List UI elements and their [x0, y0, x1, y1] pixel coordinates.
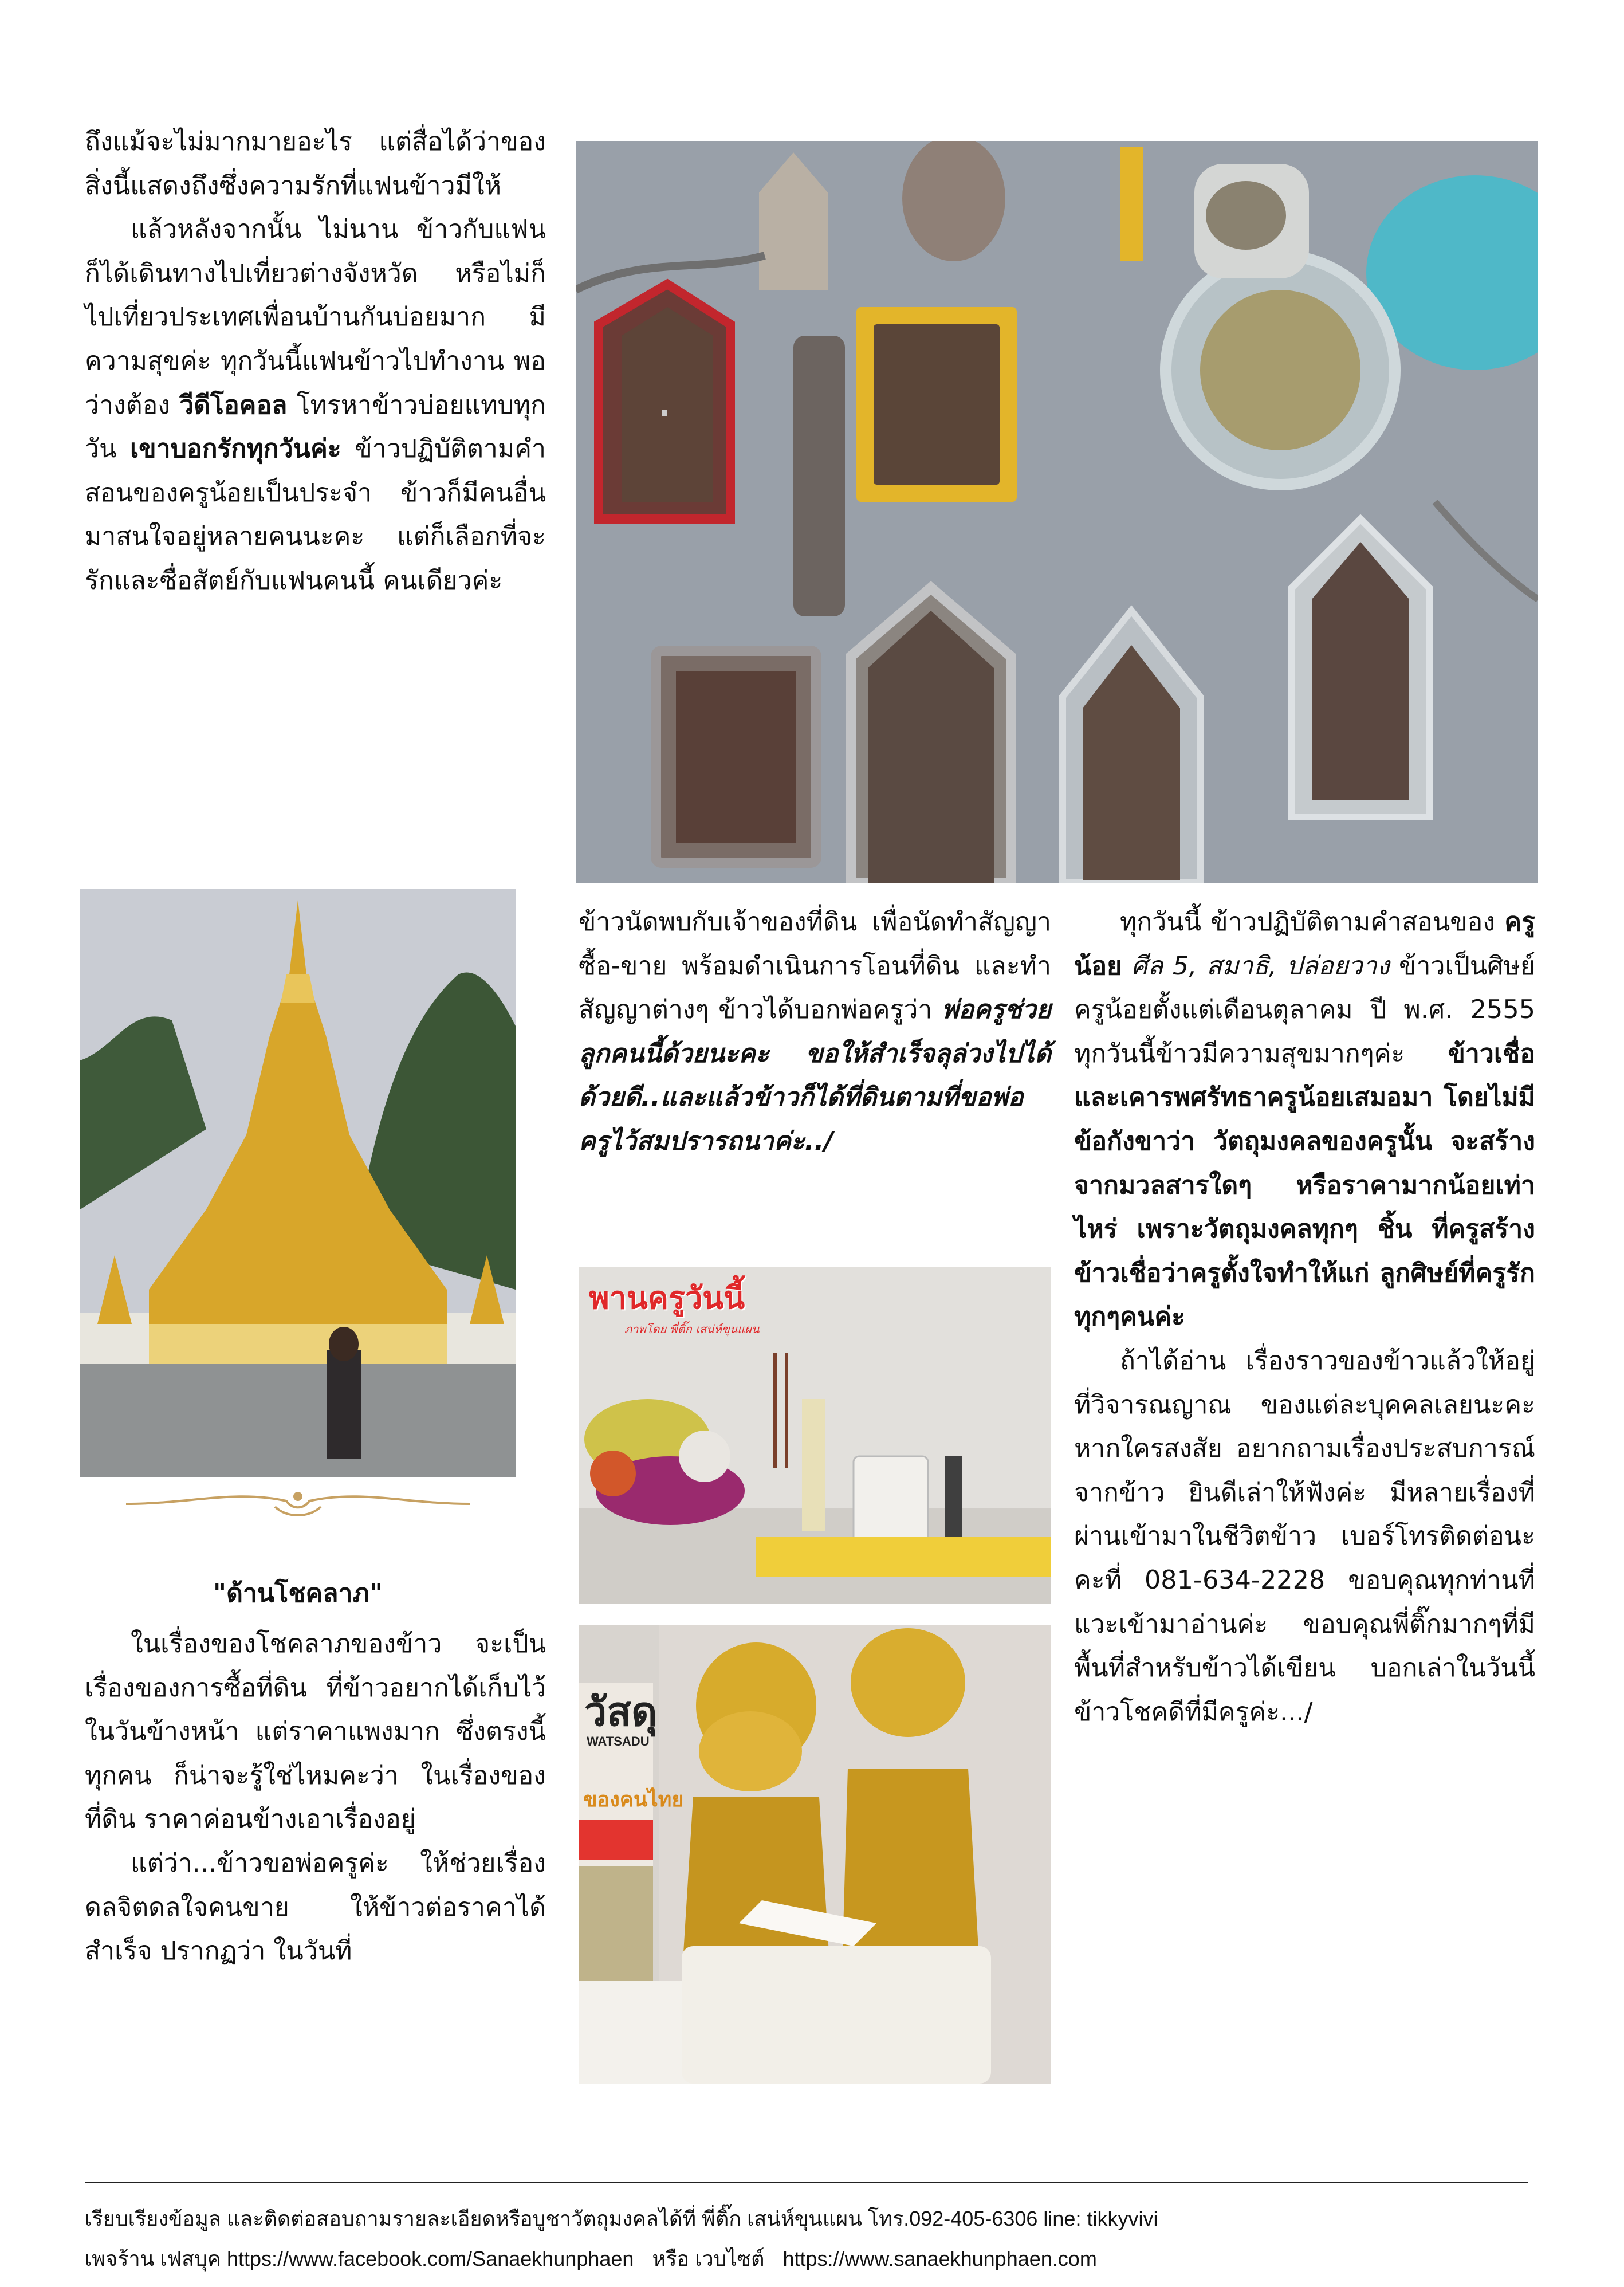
- column2-text: [579, 901, 1051, 1164]
- paragraph-land: ในเรื่องของโชคลาภของข้าว จะเป็นเรื่องของการซื้อที่ดิน ที่ข้าวอยากได้เก็บไว้ในวันข้างหน้า แต่ราคาแพงมาก ซึ่งตรงนี้ทุกคน ก็น่าจะรู้ใช่ไหมคะว่า ในเรื่องของที่ดิน ราคาค่อนข้างเอาเรื่องอยู่: [85, 1629, 546, 1834]
- text-run-bold: ครูน้อย: [1074, 907, 1535, 981]
- column1-top-text: [85, 120, 546, 603]
- footer-divider: [85, 2182, 1528, 2183]
- footer-links-line: [85, 2242, 1110, 2275]
- column1-bottom-text: [85, 1622, 546, 1974]
- website-link[interactable]: https://www.sanaekhunphaen.com: [782, 2247, 1097, 2270]
- text-run-bold: วีดีโอคอล: [179, 390, 288, 420]
- text-run: ทุกวันนี้ ข้าวปฏิบัติตามคำสอนของ: [1120, 907, 1505, 937]
- bag-label-en: WATSADU: [587, 1734, 650, 1748]
- text-run: แล้วหลังจากนั้น ไม่นาน ข้าวกับแฟนก็ได้เดินทางไปเที่ยวต่างจังหวัด หรือไม่ก็ไปเที่ยวประเทศเพื่อนบ้านกันบ่อยมาก มีความสุขค่ะ ทุกวันนี้แฟนข้าวไปทำงาน พอว่างต้อง: [85, 215, 546, 420]
- bag-label-thai: ของคนไทย: [583, 1788, 684, 1811]
- text-run-bold-italic: พ่อครูช่วยลูกคนนี้ด้วยนะคะ ขอให้สำเร็จลุล่วงไปได้ด้วยดี..และแล้วข้าวก็ได้ที่ดินตามที่ขอพ่อครูไว้สมปรารถนาค่ะ../: [579, 995, 1051, 1156]
- text-run: โทรหาข้าวบ่อยแทบทุกวัน: [85, 390, 546, 464]
- text-run: ข้าวปฏิบัติตามคำสอนของครูน้อยเป็นประจำ ข้าวก็มีคนอื่นมาสนใจอยู่หลายคนนะคะ แต่ก็เลือกที่จะรักและซื่อสัตย์กับแฟนคนนี้ คนเดียวค่ะ: [85, 434, 546, 595]
- paragraph-contract: [579, 901, 1051, 1164]
- bag-label-top: วัสดุ: [584, 1688, 658, 1735]
- text-run: ข้าวเป็นศิษย์ครูน้อยตั้งแต่เดือนตุลาคม ปี พ.ศ. 2555 ทุกวันนี้ข้าวมีความสุขมากๆค่ะ: [1074, 951, 1535, 1068]
- tray-caption: ภาพโดย พี่ติ๊ก เสน่ห์ขุนแผน: [624, 1322, 760, 1336]
- offering-tray-photo: [579, 1267, 1051, 1604]
- footer-or-text: หรือ เวบไซต์: [652, 2247, 765, 2270]
- footer-contact-line: เรียบเรียงข้อมูล และติดต่อสอบถามรายละเอียดหรือบูชาวัตถุมงคลได้ที่ พี่ติ๊ก เสน่ห์ขุนแผน โทร.092-405-6306 line: tikkyvivi: [85, 2207, 1158, 2230]
- paragraph-request: แต่ว่า...ข้าวขอพ่อครูค่ะ ให้ช่วยเรื่องดลจิตดลใจคนขาย ให้ข้าวต่อราคาได้สำเร็จ ปรากฏว่า ในวันที่: [85, 1848, 546, 1966]
- column3-text: [1074, 901, 1535, 1734]
- ornament-divider: [120, 1484, 475, 1524]
- paragraph-gift: ถึงแม้จะไม่มากมายอะไร แต่สื่อได้ว่าของสิ่งนี้แสดงถึงซึ่งความรักที่แฟนข้าวมีให้: [85, 127, 546, 201]
- paragraph-teaching: [1074, 901, 1535, 1339]
- text-run-bold: เขาบอกรักทุกวันค่ะ: [130, 434, 341, 464]
- facebook-link[interactable]: เพจร้าน เฟสบุค https://www.facebook.com/Sanaekhunphaen: [85, 2247, 634, 2270]
- golden-statues-photo: [579, 1625, 1051, 2084]
- text-run-bold: ข้าวเชื่อและเคารพศรัทธาครูน้อยเสมอมา โดยไม่มีข้อกังขาว่า วัตถุมงคลของครูนั้น จะสร้างจากมวลสารใดๆ หรือราคามากน้อยเท่าไหร่ เพราะวัตถุมงคลทุกๆ ชิ้น ที่ครูสร้าง ข้าวเชื่อว่าครูตั้งใจทำให้แก่ ลูกศิษย์ที่ครูรักทุกๆคนค่ะ: [1074, 1039, 1535, 1332]
- text-run: ข้าวนัดพบกับเจ้าของที่ดิน เพื่อนัดทำสัญญาซื้อ-ขาย พร้อมดำเนินการโอนที่ดิน และทำสัญญาต่างๆ ข้าวได้บอกพ่อครูว่า: [579, 907, 1051, 1025]
- paragraph-contact: ถ้าได้อ่าน เรื่องราวของข้าวแล้วให้อยู่ที่วิจารณญาณ ของแต่ละบุคคลเลยนะคะ หากใครสงสัย อยากถามเรื่องประสบการณ์จากข้าว ยินดีเล่าให้ฟังค่ะ มีหลายเรื่องที่ผ่านเข้ามาในชีวิตข้าว เบอร์โทรติดต่อนะคะที่ 081-634-2228 ขอบคุณทุกท่านที่แวะเข้ามาอ่านค่ะ ขอบคุณพี่ติ๊กมากๆที่มีพื้นที่สำหรับข้าวได้เขียน บอกเล่าในวันนี้ ข้าวโชคดีที่มีครูค่ะ.../: [1074, 1346, 1535, 1727]
- text-run-italic: ศีล 5, สมาธิ, ปล่อยวาง: [1122, 951, 1390, 981]
- amulets-photo: [576, 141, 1538, 883]
- tray-title: พานครูวันนี้: [589, 1280, 745, 1316]
- temple-photo: [80, 889, 516, 1477]
- paragraph-travel: [85, 208, 546, 603]
- luck-heading: "ด้านโชคลาภ": [213, 1579, 383, 1608]
